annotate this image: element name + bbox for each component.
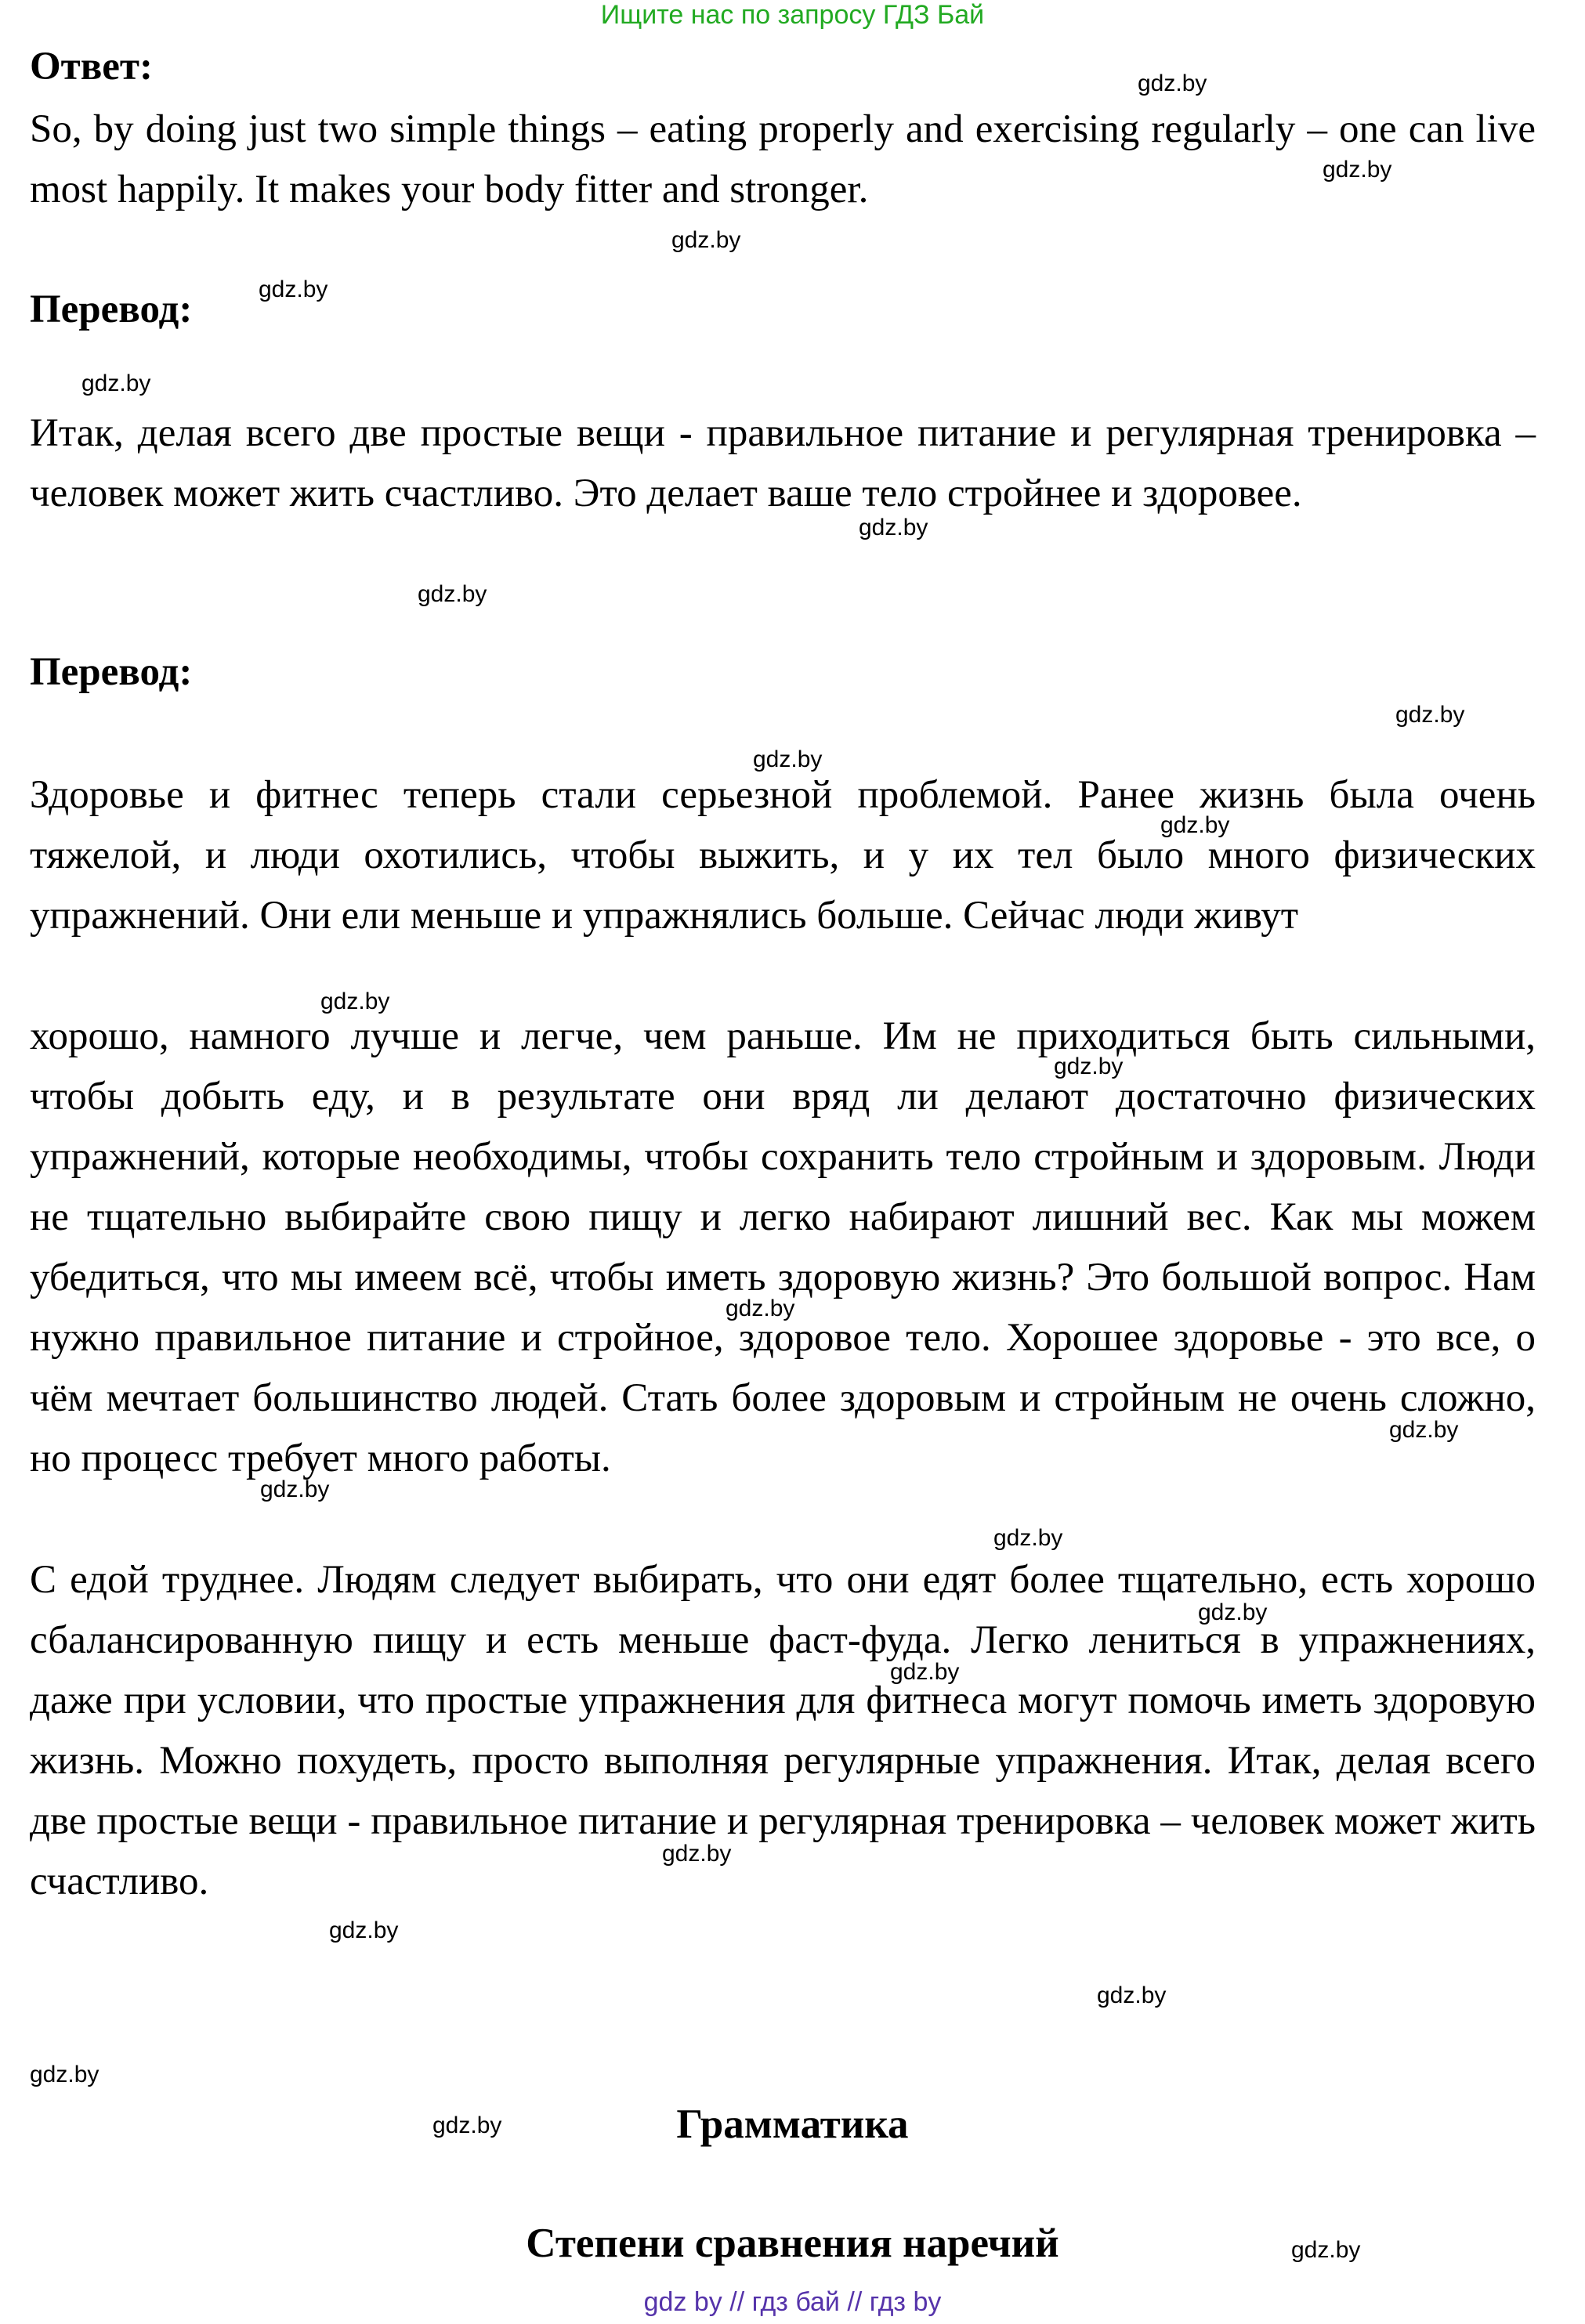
watermark: gdz.by xyxy=(418,581,487,607)
watermark: gdz.by xyxy=(859,515,928,540)
watermark: gdz.by xyxy=(259,276,328,302)
watermark: gdz.by xyxy=(432,2113,502,2138)
answer-text: So, by doing just two simple things – eating properly and exercising regularly – one can live most happily. It makes your body fitter and stronger. xyxy=(30,107,1536,211)
watermark: gdz.by xyxy=(1097,1982,1167,2008)
watermark: gdz.by xyxy=(260,1476,330,1502)
translation-heading-2: Перевод: xyxy=(30,650,193,694)
watermark: gdz.by xyxy=(1291,2237,1361,2263)
watermark: gdz.by xyxy=(662,1841,732,1867)
watermark: gdz.by xyxy=(1054,1054,1124,1079)
watermark: gdz.by xyxy=(1323,157,1392,183)
footer-links: gdz by // гдз бай // гдз by xyxy=(643,2287,942,2317)
translation-paragraph-3: С едой труднее. Людям следует выбирать, что они едят более тщательно, есть хорошо сбалансированную пищу и есть меньше фаст-фуда. Легко лениться в упражнениях, даже при условии, что простые упражнения для фитнеса могут помочь иметь здоровую жизнь. Можно похудеть, просто выполняя регулярные упражнения. Итак, делая всего две простые вещи - правильное питание и регулярная тренировка – человек может жить счастливо. xyxy=(30,1558,1536,1903)
translation-heading-1: Перевод: xyxy=(30,287,193,331)
watermark: gdz.by xyxy=(81,370,151,396)
translation-text-1: Итак, делая всего две простые вещи - правильное питание и регулярная тренировка – человек может жить счастливо. Это делает ваше тело стройнее и здоровее. xyxy=(30,411,1536,515)
watermark: gdz.by xyxy=(753,746,823,772)
watermark: gdz.by xyxy=(1138,70,1207,96)
watermark: gdz.by xyxy=(993,1525,1063,1551)
top-banner: Ищите нас по запросу ГДЗ Бай xyxy=(600,0,985,30)
watermark: gdz.by xyxy=(329,1917,399,1943)
section-title: Степени сравнения наречий xyxy=(526,2221,1059,2266)
translation-paragraph-1: Здоровье и фитнес теперь стали серьезной проблемой. Ранее жизнь была очень тяжелой, и люди охотились, чтобы выжить, и у их тел было много физических упражнений. Они ели меньше и упражнялись больше. Сейчас люди живут xyxy=(30,773,1536,938)
answer-heading: Ответ: xyxy=(30,45,153,89)
watermark: gdz.by xyxy=(890,1659,960,1685)
watermark: gdz.by xyxy=(726,1296,795,1321)
grammar-title: Грамматика xyxy=(676,2102,909,2147)
watermark: gdz.by xyxy=(320,989,390,1014)
watermark: gdz.by xyxy=(671,227,741,253)
watermark: gdz.by xyxy=(1395,702,1465,728)
watermark: gdz.by xyxy=(30,2062,100,2087)
translation-paragraph-2: хорошо, намного лучше и легче, чем раньше. Им не приходиться быть сильными, чтобы добыть еду, и в результате они вряд ли делают достаточно физических упражнений, которые необходимы, чтобы сохранить тело стройным и здоровым. Люди не тщательно выбирайте свою пищу и легко набирают лишний вес. Как мы можем убедиться, что мы имеем всё, чтобы иметь здоровую жизнь? Это большой вопрос. Нам нужно правильное питание и стройное, здоровое тело. Хорошее здоровье - это все, о чём мечтает большинство людей. Стать более здоровым и стройным не очень сложно, но процесс требует много работы. xyxy=(30,1014,1536,1480)
watermark: gdz.by xyxy=(1389,1417,1459,1443)
watermark: gdz.by xyxy=(1160,812,1230,838)
watermark: gdz.by xyxy=(1198,1599,1268,1625)
